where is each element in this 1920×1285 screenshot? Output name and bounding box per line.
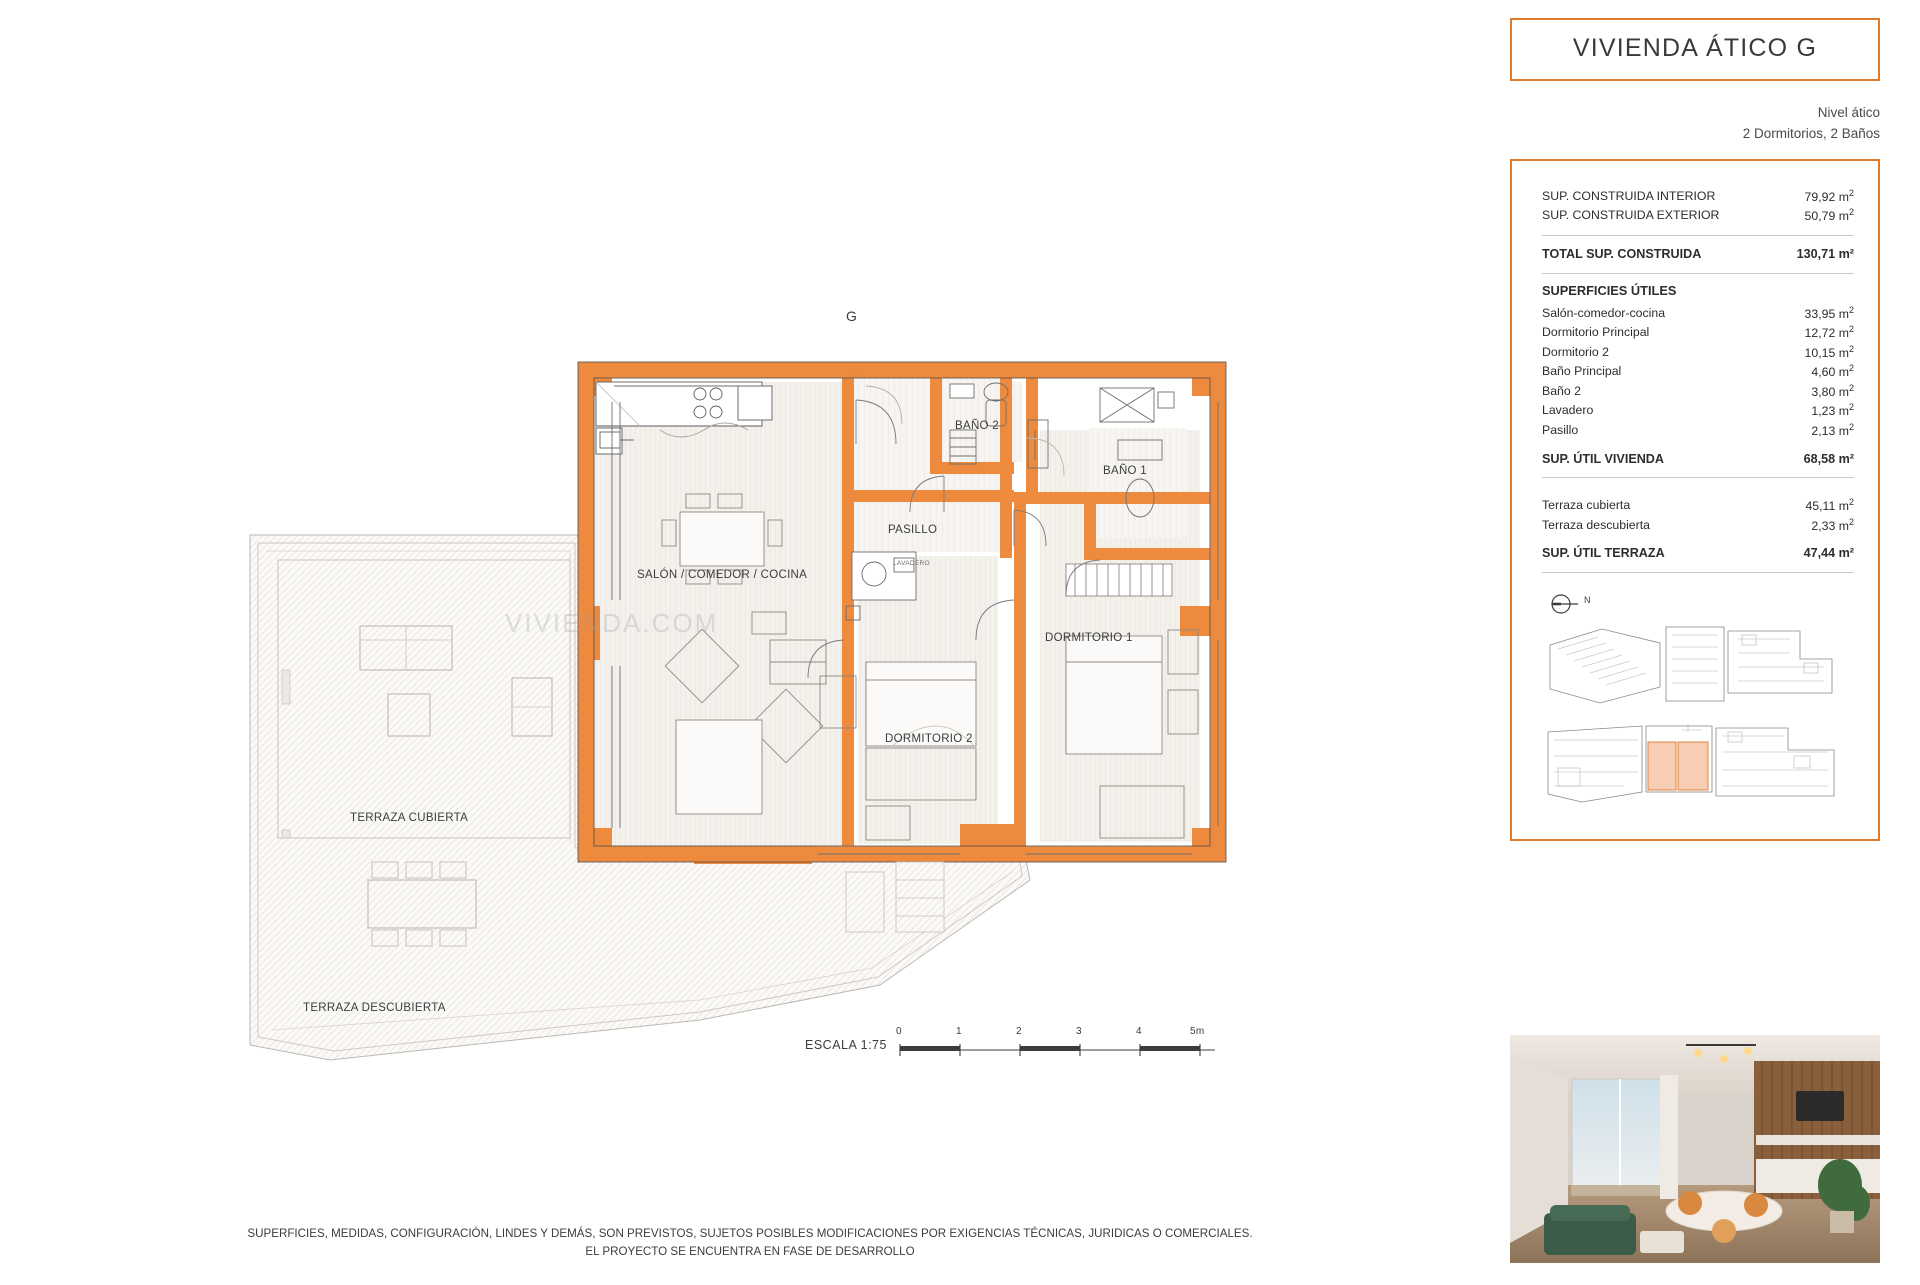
spec-built-total-label: TOTAL SUP. CONSTRUIDA (1542, 246, 1702, 261)
scale-bar (900, 1044, 1215, 1056)
divider-4 (1542, 572, 1854, 573)
interior-render-photo (1510, 1035, 1880, 1263)
useful-item (1542, 362, 1854, 382)
spec-built-total-value: 130,71 m² (1796, 246, 1854, 261)
room-label-terraza-cubierta: TERRAZA CUBIERTA (350, 812, 469, 824)
scale-tick-1: 1 (956, 1026, 962, 1037)
useful-item-value: 3,80 $m^2$ (1811, 382, 1854, 400)
title-box (1510, 18, 1880, 81)
divider-3 (1542, 477, 1854, 478)
spec-terrace-uncovered (1542, 516, 1854, 536)
spec-terrace-covered (1542, 496, 1854, 516)
subtitle-block (1510, 103, 1880, 145)
north-label: N (1584, 595, 1591, 606)
useful-item-label: Dormitorio Principal (1542, 325, 1650, 340)
scale-tick-4: 4 (1136, 1026, 1142, 1037)
spec-useful-total (1542, 450, 1854, 469)
useful-item (1542, 421, 1854, 441)
plan-unit-letter: G (846, 308, 857, 324)
spec-terrace-total-label: SUP. ÚTIL TERRAZA (1542, 546, 1665, 561)
useful-item-value: 33,95 $m^2$ (1804, 304, 1854, 321)
useful-item-label: Lavadero (1542, 403, 1594, 418)
scale-tick-0: 0 (896, 1026, 902, 1037)
spec-terrace-covered-label: Terraza cubierta (1542, 498, 1631, 513)
divider-1 (1542, 235, 1854, 236)
room-label-pasillo: PASILLO (888, 524, 938, 536)
spec-built-interior (1542, 187, 1854, 207)
useful-item-label: Dormitorio 2 (1542, 344, 1609, 359)
spec-built-exterior (1542, 206, 1854, 226)
useful-item-value: 1,23 $m^2$ (1811, 402, 1854, 419)
spec-built-interior-value: 79,92 $m^2$ (1804, 187, 1854, 204)
info-panel (1510, 18, 1880, 841)
useful-item-label: Baño 2 (1542, 383, 1581, 398)
disclaimer (0, 1225, 1500, 1261)
spec-terrace-total-value: 47,44 m² (1803, 546, 1854, 561)
spec-built-exterior-label: SUP. CONSTRUIDA EXTERIOR (1542, 208, 1720, 223)
spec-terrace-covered-value: 45,11 $m^2$ (1805, 497, 1854, 514)
scale-tick-5: 5m (1190, 1026, 1205, 1037)
spec-built-interior-label: SUP. CONSTRUIDA INTERIOR (1542, 188, 1716, 203)
spec-useful-total-value: 68,58 m² (1803, 451, 1854, 466)
key-plan-upper (1542, 619, 1842, 709)
scale-label: ESCALA 1:75 (805, 1038, 887, 1052)
useful-areas-title: SUPERFICIES ÚTILES (1542, 282, 1677, 298)
spec-terrace-uncovered-label: Terraza descubierta (1542, 517, 1650, 532)
spec-terrace-uncovered-value: 2,33 $m^2$ (1811, 516, 1854, 534)
disclaimer-line-2: EL PROYECTO SE ENCUENTRA EN FASE DE DESARROLLO (585, 1244, 915, 1258)
useful-item (1542, 401, 1854, 421)
room-label-bano1: BAÑO 1 (1103, 465, 1147, 477)
page-title: VIVIENDA ÁTICO G (1572, 34, 1818, 62)
room-label-dormitorio2: DORMITORIO 2 (885, 733, 973, 745)
scale-tick-2: 2 (1016, 1026, 1022, 1037)
room-label-bano2: BAÑO 2 (955, 420, 999, 432)
scale-tick-3: 3 (1076, 1026, 1082, 1037)
laundry-label: LAVADERO (893, 560, 930, 567)
divider-2 (1542, 273, 1854, 274)
spec-built-exterior-value: 50,79 $m^2$ (1804, 207, 1854, 224)
spec-built-total (1542, 245, 1854, 264)
spec-useful-total-label: SUP. ÚTIL VIVIENDA (1542, 451, 1665, 466)
room-label-dormitorio1: DORMITORIO 1 (1045, 632, 1133, 644)
useful-item-label: Pasillo (1542, 422, 1579, 437)
level-label: Nivel ático (1817, 105, 1880, 120)
useful-item-value: 10,15 $m^2$ (1804, 343, 1854, 360)
watermark: VIVIENDA.COM (505, 608, 719, 638)
highlighted-unit (1648, 742, 1708, 790)
useful-item-label: Salón-comedor-cocina (1542, 305, 1666, 320)
key-plan-lower (1542, 716, 1842, 816)
useful-item (1542, 382, 1854, 402)
useful-item (1542, 304, 1854, 324)
room-label-terraza-descubierta: TERRAZA DESCUBIERTA (303, 1002, 446, 1014)
north-arrow (1542, 591, 1854, 617)
useful-item (1542, 323, 1854, 343)
useful-item-value: 4,60 $m^2$ (1811, 363, 1854, 380)
useful-item-value: 2,13 $m^2$ (1811, 421, 1854, 439)
useful-item-label: Baño Principal (1542, 364, 1622, 379)
rooms-label: 2 Dormitorios, 2 Baños (1742, 125, 1880, 141)
specs-box (1510, 159, 1880, 842)
room-label-salon: SALÓN / COMEDOR / COCINA (637, 569, 808, 581)
spec-terrace-total (1542, 544, 1854, 563)
key-plan-block (1542, 591, 1854, 821)
useful-item (1542, 343, 1854, 363)
useful-item-value: 12,72 $m^2$ (1804, 324, 1854, 341)
disclaimer-line-1: SUPERFICIES, MEDIDAS, CONFIGURACIÓN, LINDES Y DEMÁS, SON PREVISTOS, SUJETOS POSIBLES MODIFICACIONES POR EXIGENCIAS TÉCNICAS, JURIDICAS O COMERCIALES. (247, 1227, 1253, 1240)
